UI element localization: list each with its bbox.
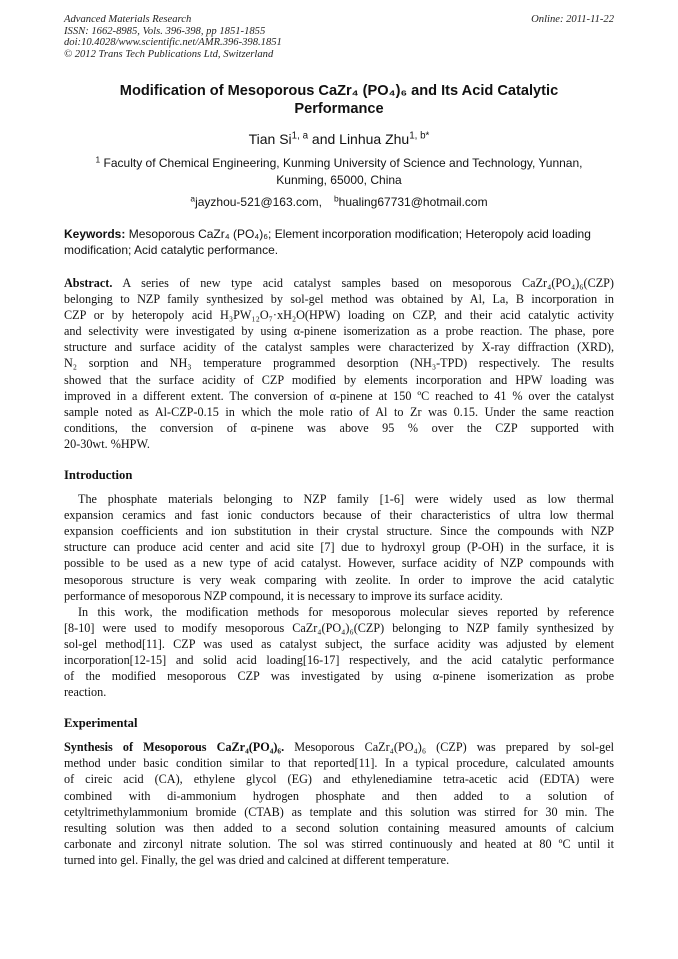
intro-line: performance of mesoporous NZP compound, it is necessary to improve its surface acidity. [64, 588, 503, 603]
exp-line: carbonate and zirconyl nitrate solution. The sol was stirred continuously and heated at 80 ºC until it [64, 836, 614, 851]
subsection-label: Synthesis of Mesoporous CaZr₄(PO₄)₆. [64, 740, 285, 755]
intro-line: possible to be used as a new type of acid catalyst. However, surface acidity of NZP compounds with [64, 556, 614, 571]
intro-line: expansion ceramics and fast ionic conductors because of their characteristics of ultra low thermal [64, 508, 614, 523]
section-heading-experimental: Experimental [64, 716, 138, 731]
author-list [64, 131, 614, 147]
abstract-line: showed that the surface acidity of CZP modified by elements incorporation and HPW loading was [64, 372, 614, 387]
affiliation-marker: 1 [95, 154, 101, 165]
journal-name: Advanced Materials Research [64, 14, 192, 25]
introduction-body [64, 491, 614, 700]
exp-line: combined with di-ammonium hydrogen phosphate and then added to a solution of [64, 788, 614, 803]
intro-line: reaction. [64, 685, 107, 700]
abstract-line: 20-30wt. %HPW. [64, 436, 150, 451]
abstract [64, 275, 614, 452]
email-b[interactable]: hualing67731@hotmail.com [338, 195, 488, 209]
title-line-1: Modification of Mesoporous CaZr₄ (PO₄)₆ and Its Acid Catalytic [119, 83, 559, 99]
publication-header [64, 14, 614, 60]
abstract-line: and selectivity were investigated by using α-pinene isomerization as a probe reaction. The phase, pore [64, 324, 614, 339]
title-line-2: Performance [294, 101, 384, 117]
keywords [64, 226, 614, 258]
experimental-body [64, 739, 614, 868]
doi-line: doi:10.4028/www.scientific.net/AMR.396-398.1851 [64, 37, 282, 48]
keywords-label: Keywords: [64, 227, 126, 241]
intro-line: mesoporous structure is very weak comparing with zeolite. In order to improve the acid catalytic [64, 572, 614, 587]
email-a-marker: a [190, 193, 196, 204]
abstract-line: conditions, the conversion of α-pinene was above 95 % over the CZP supported with [64, 420, 614, 435]
exp-line: resulting solution was then added to a second solution containing measured amounts of calcium [64, 820, 614, 835]
intro-line: sol-gel method[11]. CZP was used as catalyst subject, the surface acidity was adjusted by element [64, 636, 614, 651]
abstract-line: CZP or by heteropoly acid H₃PW₁₂O₇·xH₂O(HPW) loading on CZP, and their acid catalytic activity [64, 308, 614, 323]
author-separator: and [308, 131, 340, 147]
online-date: Online: 2011-11-22 [531, 14, 614, 25]
exp-line: cetyltrimethylammonium bromide (CTAB) as template and this solution was stirred for 30 min. The [64, 804, 614, 819]
exp-line: method under basic condition similar to that reported[11]. In a typical procedure, calculated amounts [64, 756, 614, 771]
intro-line: structure can produce acid center and acid site [7] due to hydroxyl group (P-OH) in the surface, it is [64, 540, 614, 555]
affiliation [64, 155, 614, 188]
abstract-line: structure and surface acidity of the catalyst samples were characterized by X-ray diffraction (XRD), [64, 340, 614, 355]
exp-line: of cireic acid (CA), ethylene glycol (EG) and ethylenediamine tetra-acetic acid (EDTA) were [64, 772, 614, 787]
intro-line: of the modified mesoporous CZP was investigated by using α-pinene isomerization as probe [64, 669, 614, 684]
intro-line: In this work, the modification methods for mesoporous molecular sieves reported by reference [78, 604, 614, 619]
author-1: Tian Si [248, 131, 292, 147]
author-2-affil: 1, b* [409, 130, 430, 142]
abstract-line: sample noted as Al-CZP-0.15 in which the mole ratio of Al to Zr was 0.15. Under the same reaction [64, 404, 614, 419]
keywords-line-2: modification; Acid catalytic performance. [64, 243, 279, 257]
keywords-line-1: Mesoporous CaZr₄ (PO₄)₆; Element incorporation modification; Heteropoly acid loading [125, 227, 591, 241]
intro-line: [8-10] were used to modify mesoporous CaZr₄(PO₄)₆(CZP) belonging to NZP family synthesized by [64, 620, 614, 635]
affiliation-line-1: Faculty of Chemical Engineering, Kunming University of Science and Technology, Yunnan, [100, 156, 583, 170]
affiliation-line-2: Kunming, 65000, China [276, 172, 402, 187]
exp-line: turned into gel. Finally, the gel was dried and calcined at different temperature. [64, 852, 450, 867]
paper-title [74, 82, 604, 118]
email-a[interactable]: jayzhou-521@163.com, [195, 195, 322, 209]
intro-line: The phosphate materials belonging to NZP family [1-6] were widely used as low thermal [78, 492, 614, 507]
exp-line: Mesoporous CaZr₄(PO₄)₆ (CZP) was prepared by sol-gel [284, 740, 614, 755]
section-heading-introduction: Introduction [64, 468, 133, 483]
abstract-line: A series of new type acid catalyst samples based on mesoporous CaZr₄(PO₄)₆(CZP) [112, 276, 614, 290]
author-1-affil: 1, a [291, 130, 309, 142]
author-2: Linhua Zhu [339, 131, 410, 147]
intro-line: incorporation[12-15] and solid acid loading[16-17] respectively, and the acid catalytic performance [64, 652, 614, 667]
abstract-label: Abstract. [64, 276, 113, 290]
author-emails [64, 195, 614, 209]
email-b-marker: b [333, 193, 339, 204]
issn-line: ISSN: 1662-8985, Vols. 396-398, pp 1851-1855 [64, 25, 266, 37]
abstract-line: N₂ sorption and NH₃ temperature programmed desorption (NH₃-TPD) respectively. The results [64, 356, 614, 371]
copyright-line: © 2012 Trans Tech Publications Ltd, Switzerland [64, 48, 274, 60]
abstract-line: belonging to NZP family synthesized by sol-gel method was obtained by Al, La, B incorporation in [64, 292, 614, 307]
abstract-line: improved in a different extent. The conversion of α-pinene at 150 ºC reached to 41 % over the catalyst [64, 388, 614, 403]
intro-line: expansion coefficients and ion substitution in their crystal structure. Since the compounds with NZP [64, 524, 614, 539]
